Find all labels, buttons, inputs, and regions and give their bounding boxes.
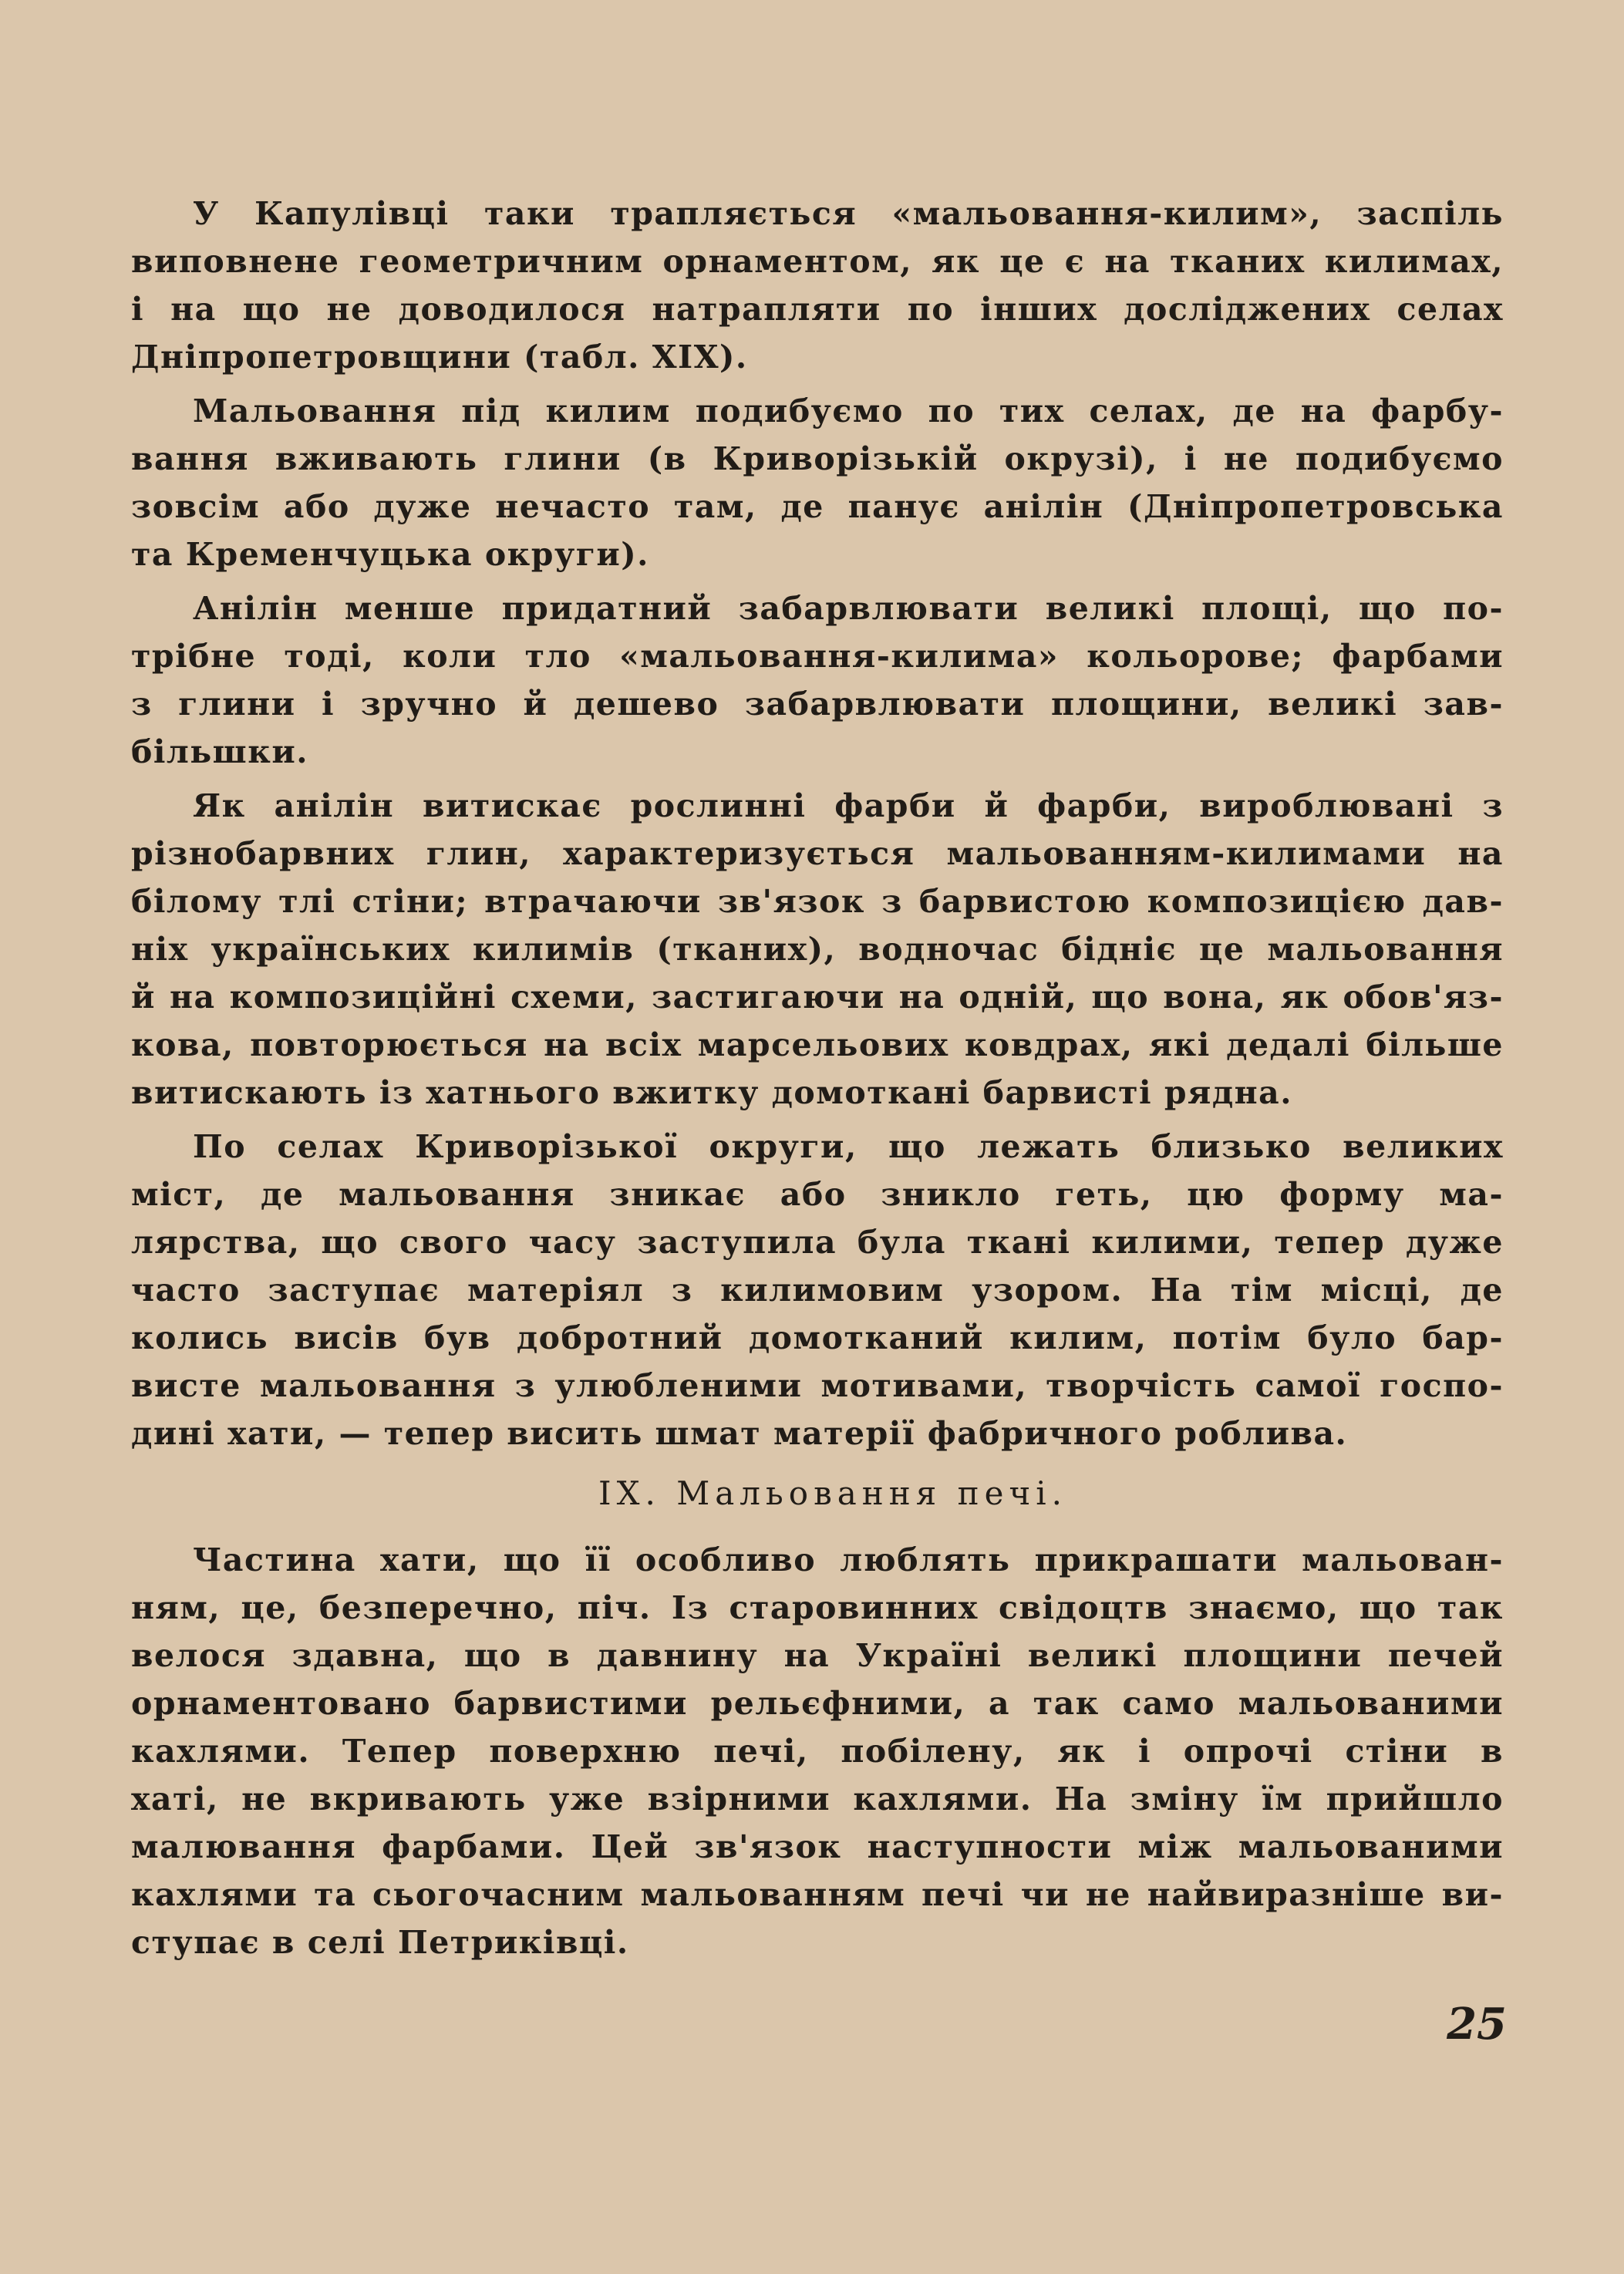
text-line: зовсім або дуже нечасто там, де панує анілін (Дніпропетровська xyxy=(131,488,1504,525)
text-line: витискають із хатнього вжитку домоткані барвисті рядна. xyxy=(131,1074,1292,1111)
text-line: з глини і зручно й дешево забарвлювати площини, великі зав- xyxy=(131,686,1504,723)
text-line: і на що не доводилося натрапляти по інших досліджених селах xyxy=(131,291,1504,328)
text-line: малювання фарбами. Цей зв'язок наступности між мальованими xyxy=(131,1828,1504,1865)
text-line: ням, це, безперечно, піч. Із старовинних свідоцтв знаємо, що так xyxy=(131,1589,1504,1626)
text-line: та Кременчуцька округи). xyxy=(131,536,649,573)
text-line: ніх українських килимів (тканих), водночас біднiє це мальовання xyxy=(131,931,1504,968)
text-line: міст, де мальовання зникає або зникло геть, цю форму ма- xyxy=(131,1176,1504,1213)
text-line: виповнене геометричним орнаментом, як це є на тканих килимах, xyxy=(131,243,1504,280)
text-line: Анілін менше придатний забарвлювати великі площі, що по- xyxy=(193,590,1504,627)
text-line: Частина хати, що її особливо люблять прикрашати мальован- xyxy=(193,1541,1504,1578)
section-heading: IX. Мальовання печі. xyxy=(598,1474,1067,1512)
page-number: 25 xyxy=(1447,1999,1507,2050)
paragraph xyxy=(131,782,1504,1117)
text-line: висте мальовання з улюбленими мотивами, творчість самої госпо- xyxy=(131,1367,1504,1404)
text-line: трібне тоді, коли тло «мальовання-килима» кольорове; фарбами xyxy=(131,638,1504,675)
text-line: різнобарвних глин, характеризується мальованням-килимами на xyxy=(131,835,1504,872)
text-line: вання вживають глини (в Криворізькій окрузі), і не подибуємо xyxy=(131,440,1504,477)
text-line: більшки. xyxy=(131,733,309,770)
paragraph xyxy=(131,1536,1504,1966)
paragraph xyxy=(131,585,1504,776)
text-line: дині хати, — тепер висить шмат матерії фабричного роблива. xyxy=(131,1415,1348,1452)
text-line: Як анілін витискає рослинні фарби й фарби, вироблювані з xyxy=(193,787,1504,824)
text-line: кова, повторюється на всіх марсельових ковдрах, які дедалі більше xyxy=(131,1026,1504,1063)
text-line: колись висів був добротний домотканий килим, потім було бар- xyxy=(131,1319,1504,1356)
paragraph xyxy=(131,387,1504,578)
text-line: хаті, не вкривають уже взірними кахлями. На зміну їм прийшло xyxy=(131,1780,1504,1818)
text-line: білому тлі стіни; втрачаючи зв'язок з барвистою композицією дав- xyxy=(131,883,1504,920)
text-line: лярства, що свого часу заступила була ткані килими, тепер дуже xyxy=(131,1224,1504,1261)
text-line: ступає в селі Петриківці. xyxy=(131,1924,629,1961)
paragraph xyxy=(131,190,1504,381)
text-line: кахлями. Тепер поверхню печі, побілену, як і опрочі стіни в xyxy=(131,1733,1504,1770)
text-line: орнаментовано барвистими рельєфними, а так само мальованими xyxy=(131,1685,1504,1722)
text-line: часто заступає матеріял з килимовим узором. На тім місці, де xyxy=(131,1272,1504,1309)
text-line: велося здавна, що в давнину на Україні великі площини печей xyxy=(131,1637,1504,1674)
text-line: кахлями та сьогочасним мальованням печі чи не найвиразніше ви- xyxy=(131,1876,1504,1913)
paragraph xyxy=(131,1123,1504,1457)
text-line: Мальовання під килим подибуємо по тих селах, де на фарбу- xyxy=(193,392,1504,430)
text-line: Дніпропетровщини (табл. XIX). xyxy=(131,339,748,376)
text-line: й на композиційні схеми, застигаючи на одній, що вона, як обов'яз- xyxy=(131,979,1504,1016)
body-text xyxy=(131,190,1504,1972)
text-line: По селах Криворізької округи, що лежать близько великих xyxy=(193,1128,1504,1165)
text-line: У Капулівці таки трапляється «мальовання-килим», заспіль xyxy=(193,195,1504,232)
